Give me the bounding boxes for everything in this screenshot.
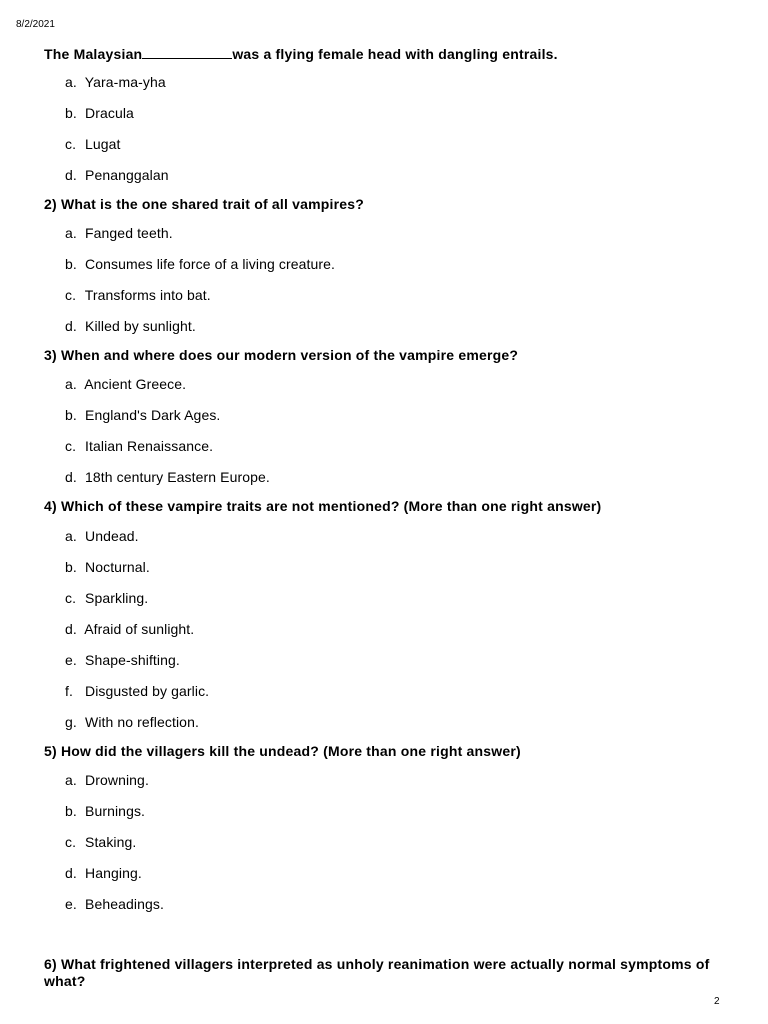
question-2: 2) What is the one shared trait of all vampires?	[44, 196, 365, 212]
option-letter: a.	[65, 376, 77, 392]
option-text: Shape-shifting.	[85, 652, 180, 668]
option-q5-c	[65, 834, 136, 851]
option-text: Beheadings.	[85, 896, 164, 912]
option-q3-d	[65, 469, 270, 486]
option-text: Drowning.	[85, 772, 149, 788]
option-text: Penanggalan	[85, 167, 169, 183]
question-6: 6) What frightened villagers interpreted as unholy reanimation were actually normal symptoms of what?	[44, 956, 710, 989]
option-text: Transforms into bat.	[84, 287, 211, 303]
question-1-text-after: was a flying female head with dangling entrails.	[232, 46, 558, 62]
option-q2-b	[65, 256, 335, 273]
page-number: 2	[714, 996, 720, 1007]
option-letter: d.	[65, 167, 77, 183]
option-q3-c	[65, 438, 213, 455]
option-q3-b	[65, 407, 220, 424]
question-1	[44, 45, 558, 63]
option-letter: f.	[65, 683, 73, 699]
answer-blank	[142, 45, 232, 59]
option-text: Undead.	[85, 528, 139, 544]
option-letter: d.	[65, 865, 77, 881]
option-letter: d.	[65, 318, 77, 334]
option-letter: d.	[65, 621, 77, 637]
option-q1-d	[65, 167, 169, 184]
option-q4-g	[65, 714, 199, 731]
option-text: Killed by sunlight.	[85, 318, 196, 334]
option-q2-a	[65, 225, 173, 242]
option-text: Afraid of sunlight.	[84, 621, 195, 637]
option-q1-b	[65, 105, 134, 122]
option-letter: a.	[65, 772, 77, 788]
option-q5-d	[65, 865, 142, 882]
option-q4-b	[65, 559, 150, 576]
option-letter: c.	[65, 287, 77, 303]
option-q4-f	[65, 683, 209, 700]
option-q1-a	[65, 74, 166, 91]
option-q2-d	[65, 318, 196, 335]
option-letter: g.	[65, 714, 77, 730]
option-letter: a.	[65, 74, 77, 90]
option-q2-c	[65, 287, 211, 304]
option-letter: e.	[65, 652, 77, 668]
option-text: Staking.	[85, 834, 137, 850]
option-letter: a.	[65, 528, 77, 544]
option-text: Hanging.	[85, 865, 142, 881]
question-4: 4) Which of these vampire traits are not mentioned? (More than one right answer)	[44, 498, 602, 514]
option-text: Disgusted by garlic.	[85, 683, 210, 699]
option-q5-a	[65, 772, 149, 789]
option-text: Dracula	[85, 105, 134, 121]
option-text: Yara-ma-yha	[84, 74, 166, 90]
option-letter: b.	[65, 407, 77, 423]
option-letter: c.	[65, 136, 77, 152]
option-q3-a	[65, 376, 186, 393]
option-text: Italian Renaissance.	[85, 438, 214, 454]
option-letter: c.	[65, 438, 77, 454]
option-q5-b	[65, 803, 145, 820]
option-q4-c	[65, 590, 148, 607]
option-text: Burnings.	[85, 803, 146, 819]
option-q4-d	[65, 621, 194, 638]
option-letter: a.	[65, 225, 77, 241]
question-5: 5) How did the villagers kill the undead? (More than one right answer)	[44, 743, 521, 759]
option-q4-a	[65, 528, 139, 545]
option-text: Nocturnal.	[85, 559, 150, 575]
option-q1-c	[65, 136, 121, 153]
option-letter: b.	[65, 105, 77, 121]
option-text: England's Dark Ages.	[85, 407, 221, 423]
option-text: With no reflection.	[85, 714, 199, 730]
print-date: 8/2/2021	[16, 19, 55, 30]
option-letter: b.	[65, 256, 77, 272]
option-letter: b.	[65, 559, 77, 575]
option-letter: e.	[65, 896, 77, 912]
option-text: 18th century Eastern Europe.	[85, 469, 270, 485]
option-q5-e	[65, 896, 164, 913]
option-text: Consumes life force of a living creature.	[85, 256, 335, 272]
option-letter: d.	[65, 469, 77, 485]
option-letter: b.	[65, 803, 77, 819]
option-text: Fanged teeth.	[85, 225, 173, 241]
option-letter: c.	[65, 590, 77, 606]
question-3: 3) When and where does our modern version of the vampire emerge?	[44, 347, 519, 363]
option-text: Lugat	[85, 136, 121, 152]
option-text: Ancient Greece.	[84, 376, 187, 392]
option-q4-e	[65, 652, 180, 669]
option-letter: c.	[65, 834, 77, 850]
question-1-text-before: The Malaysian	[44, 46, 143, 62]
option-text: Sparkling.	[85, 590, 149, 606]
